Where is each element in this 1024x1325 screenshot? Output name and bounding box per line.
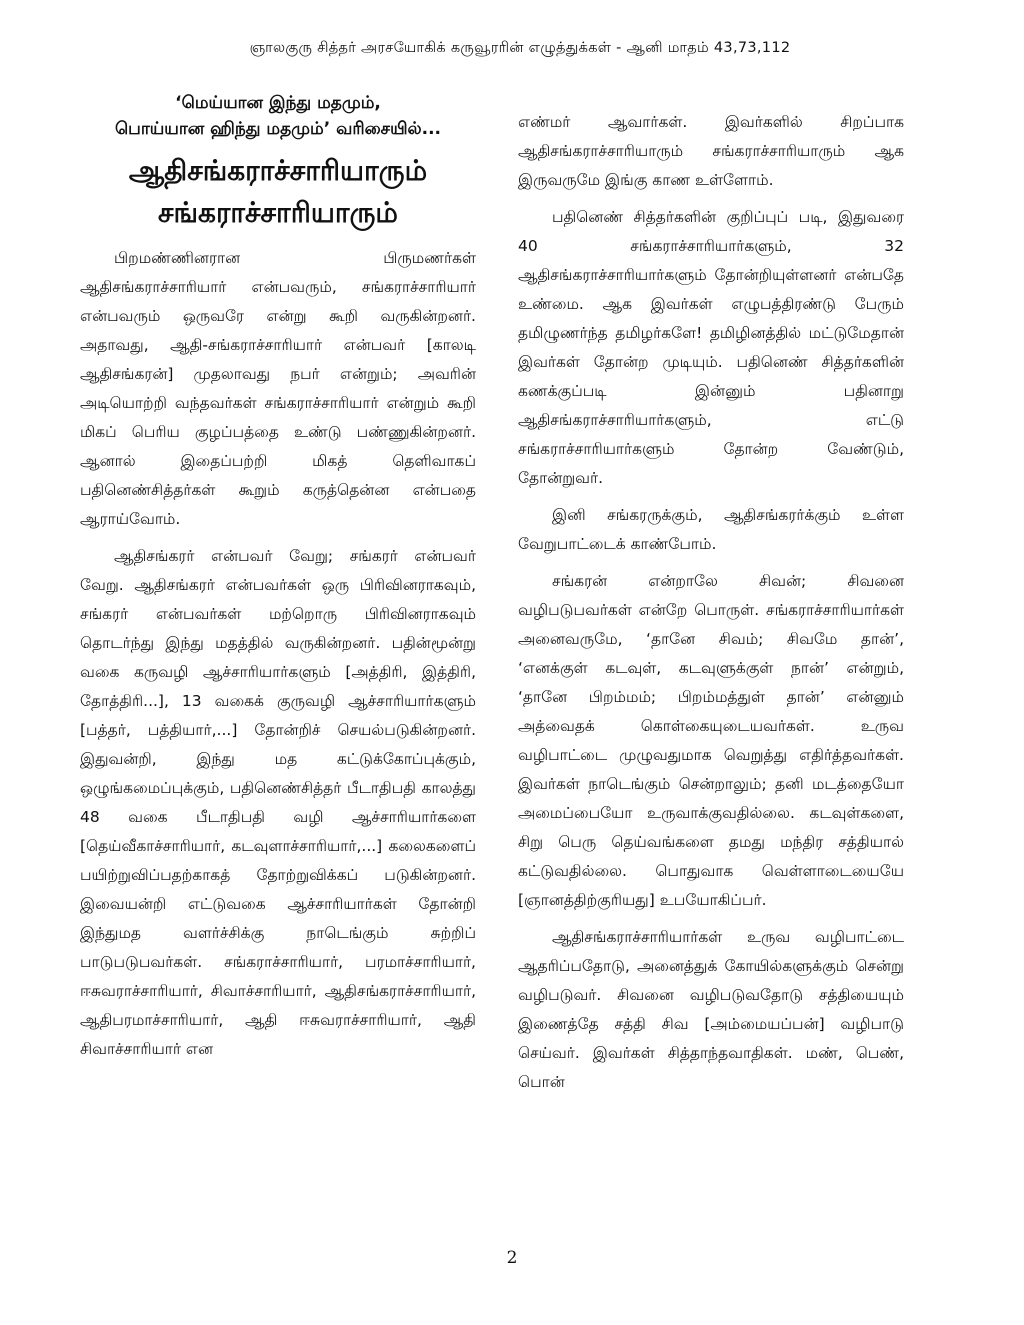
page-number: 2 bbox=[506, 1248, 518, 1268]
running-header: ஞாலகுரு சித்தர் அரசயோகிக் கருவூரரின் எழுத்துக்கள் - ஆனி மாதம் 43,73,112 bbox=[249, 40, 791, 56]
title-line-1: ஆதிசங்கராச்சாரியாரும் bbox=[128, 154, 428, 187]
series-line-1: ‘மெய்யான இந்து மதமும், bbox=[175, 93, 381, 113]
right-column bbox=[518, 108, 904, 1105]
series-heading bbox=[80, 90, 476, 142]
paragraph: ஆதிசங்கராச்சாரியார்கள் உருவ வழிபாட்டை ஆதரிப்பதோடு, அனைத்துக் கோயில்களுக்கும் சென்று வழிபடுவர். சிவனை வழிபடுவதோடு சத்தியையும் இணைத்தே சத்தி சிவ [அம்மையப்பன்] வழிபாடு செய்வர். இவர்கள் சித்தாந்தவாதிகள். மண், பெண், பொன் bbox=[518, 928, 904, 1091]
series-line-2: பொய்யான ஹிந்து மதமும்’ வரிசையில்... bbox=[114, 119, 442, 139]
paragraph: சங்கரன் என்றாலே சிவன்; சிவனை வழிபடுபவர்கள் என்றே பொருள். சங்கராச்சாரியார்கள் அனைவருமே, ‘தானே சிவம்; சிவமே தான்’, ‘எனக்குள் கடவுள், கடவுளுக்குள் நான்’ என்றும், ‘தானே பிறம்மம்; பிறம்மத்துள் தான்’ என்னும் அத்வைதக் கொள்கையுடையவர்கள். உருவ வழிபாட்டை முழுவதுமாக வெறுத்து எதிர்த்தவர்கள். இவர்கள் நாடெங்கும் சென்றாலும்; தனி மடத்தையோ அமைப்பையோ உருவாக்குவதில்லை. கடவுள்களை, சிறு பெரு தெய்வங்களை தமது மந்திர சத்தியால் கட்டுவதில்லை. பொதுவாக வெள்ளாடையையே [ஞானத்திற்குரியது] உபயோகிப்பர். bbox=[518, 572, 904, 909]
paragraph: ஆதிசங்கரர் என்பவர் வேறு; சங்கரர் என்பவர் வேறு. ஆதிசங்கரர் என்பவர்கள் ஒரு பிரிவினராகவும், சங்கரர் என்பவர்கள் மற்றொரு பிரிவினராகவும் தொடர்ந்து இந்து மதத்தில் வருகின்றனர். பதின்மூன்று வகை கருவழி ஆச்சாரியார்களும் [அத்திரி, இத்திரி, தோத்திரி...], 13 வகைக் குருவழி ஆச்சாரியார்களும் [பத்தர், பத்தியார்,...] தோன்றிச் செயல்படுகின்றனர். இதுவன்றி, இந்து மத கட்டுக்கோப்புக்கும், ஒழுங்கமைப்புக்கும், பதினெண்சித்தர் பீடாதிபதி காலத்து 48 வகை பீடாதிபதி வழி ஆச்சாரியார்களை [தெய்வீகாச்சாரியார், கடவுளாச்சாரியார்,...] கலைகளைப் பயிற்றுவிப்பதற்காகத் தோற்றுவிக்கப் படுகின்றனர். இவையன்றி எட்டுவகை ஆச்சாரியார்கள் தோன்றி இந்துமத வளர்ச்சிக்கு நாடெங்கும் சுற்றிப் பாடுபடுபவர்கள். சங்கராச்சாரியார், பரமாச்சாரியார், ஈசுவராச்சாரியார், சிவாச்சாரியார், ஆதிசங்கராச்சாரியார், ஆதிபரமாச்சாரியார், ஆதி ஈசுவராச்சாரியார், ஆதி சிவாச்சாரியார் என bbox=[80, 547, 476, 1058]
paragraph: பிறமண்ணினரான பிருமணர்கள் ஆதிசங்கராச்சாரியார் என்பவரும், சங்கராச்சாரியார் என்பவரும் ஒருவரே என்று கூறி வருகின்றனர். அதாவது, ஆதி-சங்கராச்சாரியார் என்பவர் [காலடி ஆதிசங்கரன்] முதலாவது நபர் என்றும்; அவரின் அடியொற்றி வந்தவர்கள் சங்கராச்சாரியார் என்றும் கூறி மிகப் பெரிய குழப்பத்தை உண்டு பண்ணுகின்றனர். ஆனால் இதைப்பற்றி மிகத் தெளிவாகப் பதினெண்சித்தர்கள் கூறும் கருத்தென்ன என்பதை ஆராய்வோம். bbox=[80, 249, 476, 528]
title-line-2: சங்கராச்சாரியாரும் bbox=[158, 196, 398, 229]
paragraph: பதினெண் சித்தர்களின் குறிப்புப் படி, இதுவரை 40 சங்கராச்சாரியார்களும், 32 ஆதிசங்கராச்சாரியார்களும் தோன்றியுள்ளனர் என்பதே உண்மை. ஆக இவர்கள் எழுபத்திரண்டு பேரும் தமிழுணர்ந்த தமிழர்களே! தமிழினத்தில் மட்டுமேதான் இவர்கள் தோன்ற முடியும். பதினெண் சித்தர்களின் கணக்குப்படி இன்னும் பதினாறு ஆதிசங்கராச்சாரியார்களும், எட்டு சங்கராச்சாரியார்களும் தோன்ற வேண்டும், தோன்றுவர். bbox=[518, 208, 904, 487]
article-title bbox=[80, 150, 476, 234]
paragraph: இனி சங்கரருக்கும், ஆதிசங்கரர்க்கும் உள்ள வேறுபாட்டைக் காண்போம். bbox=[518, 506, 904, 553]
paragraph: எண்மர் ஆவார்கள். இவர்களில் சிறப்பாக ஆதிசங்கராச்சாரியாரும் சங்கராச்சாரியாரும் ஆக இருவருமே இங்கு காண உள்ளோம். bbox=[518, 113, 904, 189]
left-column bbox=[80, 90, 476, 1072]
